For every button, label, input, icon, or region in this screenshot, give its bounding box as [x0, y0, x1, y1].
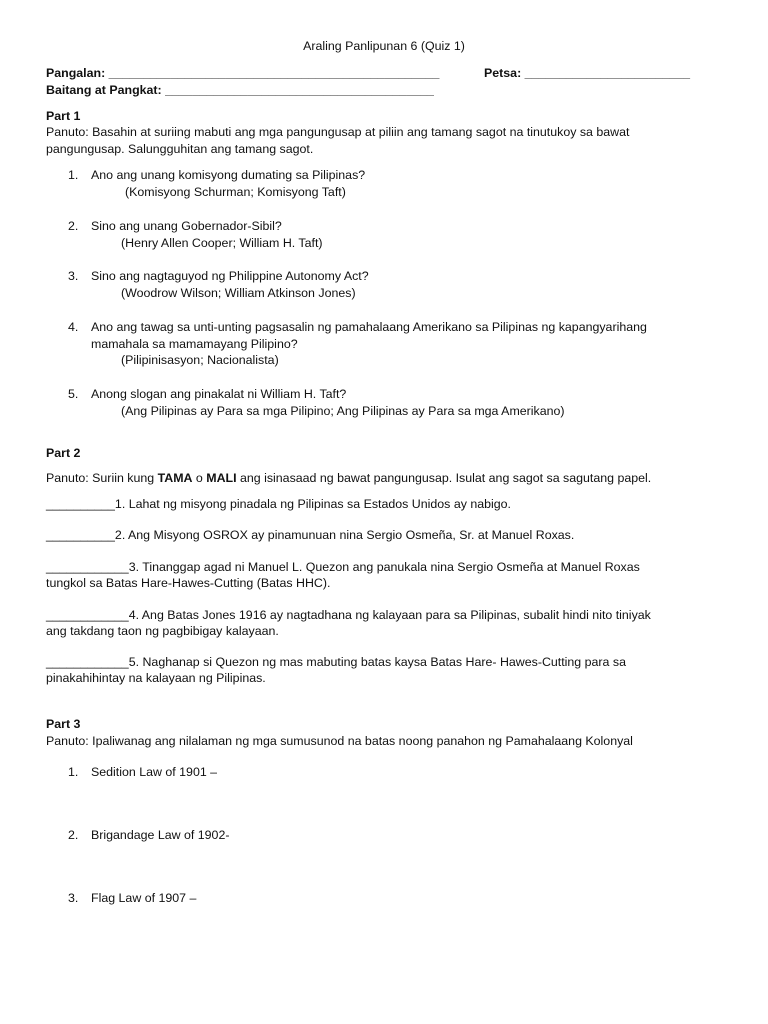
- question-text: Sino ang nagtaguyod ng Philippine Autonomy Act?: [91, 269, 369, 283]
- part2-item-3: [46, 559, 640, 576]
- date-field[interactable]: [484, 65, 690, 82]
- part1-instructions-line2: pangungusap. Salungguhitan ang tamang sagot.: [46, 142, 314, 156]
- answer-blank[interactable]: __________: [46, 528, 115, 542]
- item-text: 1. Lahat ng misyong pinadala ng Pilipinas sa Estados Unidos ay nabigo.: [114, 497, 511, 511]
- item-text: 5. Naghanap si Quezon ng mas mabuting batas kaysa Batas Hare- Hawes-Cutting para sa: [128, 655, 626, 669]
- item-number: 1.: [68, 765, 79, 779]
- quiz-title: Araling Panlipunan 6 (Quiz 1): [303, 39, 465, 53]
- item-text: Sedition Law of 1901 –: [91, 765, 218, 779]
- name-field[interactable]: [46, 65, 439, 82]
- question-text: Anong slogan ang pinakalat ni William H. Taft?: [91, 387, 347, 401]
- part2-instr-b: ang isinasaad ng bawat pangungusap. Isulat ang sagot sa sagutang papel.: [236, 471, 652, 485]
- part1-choices-5[interactable]: (Ang Pilipinas ay Para sa mga Pilipino; Ang Pilipinas ay Para sa mga Amerikano): [121, 404, 565, 418]
- part1-instructions-line1: Panuto: Basahin at suriing mabuti ang mga pangungusap at piliin ang tamang sagot na tinutukoy sa bawat: [46, 125, 630, 139]
- part1-question-4: [68, 319, 647, 336]
- question-text: Ano ang unang komisyong dumating sa Pilipinas?: [91, 168, 366, 182]
- part1-question-5: [68, 386, 346, 403]
- part2-instructions: [46, 470, 651, 487]
- part1-choices-1[interactable]: (Komisyong Schurman; Komisyong Taft): [125, 185, 346, 199]
- part1-question-3: [68, 268, 369, 285]
- question-number: 3.: [68, 269, 79, 283]
- part2-instr-o: o: [192, 471, 207, 485]
- question-text: Ano ang tawag sa unti-unting pagsasalin ng pamahalaang Amerikano sa Pilipinas ng kapangyarihang: [91, 320, 647, 334]
- section-blank: _______________________________________: [165, 83, 434, 97]
- part3-item-2: [68, 827, 229, 844]
- question-number: 4.: [68, 320, 79, 334]
- question-number: 2.: [68, 219, 79, 233]
- part1-choices-3[interactable]: (Woodrow Wilson; William Atkinson Jones): [121, 286, 356, 300]
- item-number: 2.: [68, 828, 79, 842]
- part3-instructions: Panuto: Ipaliwanag ang nilalaman ng mga sumusunod na batas noong panahon ng Pamahalaang Kolonyal: [46, 734, 633, 748]
- question-number: 1.: [68, 168, 79, 182]
- part1-heading: Part 1: [46, 109, 81, 123]
- part3-heading: Part 3: [46, 717, 81, 731]
- part1-question-4-line2: mamahala sa mamamayang Pilipino?: [91, 337, 298, 351]
- part2-instr-mali: MALI: [206, 471, 237, 485]
- answer-blank[interactable]: __________: [46, 497, 115, 511]
- part2-item-4-line2: ang takdang taon ng pagbibigay kalayaan.: [46, 624, 279, 638]
- item-text: Flag Law of 1907 –: [91, 891, 197, 905]
- part2-item-3-line2: tungkol sa Batas Hare-Hawes-Cutting (Batas HHC).: [46, 576, 331, 590]
- part1-question-2: [68, 218, 282, 235]
- date-blank: ________________________: [524, 66, 691, 80]
- answer-blank[interactable]: ____________: [46, 608, 129, 622]
- item-text: 4. Ang Batas Jones 1916 ay nagtadhana ng kalayaan para sa Pilipinas, subalit hindi nito tiniyak: [128, 608, 651, 622]
- part3-item-3: [68, 890, 196, 907]
- question-text: Sino ang unang Gobernador-Sibil?: [91, 219, 282, 233]
- part2-instr-a: Panuto: Suriin kung: [46, 471, 158, 485]
- part2-instr-tama: TAMA: [157, 471, 193, 485]
- question-number: 5.: [68, 387, 79, 401]
- item-number: 3.: [68, 891, 79, 905]
- part2-item-4: [46, 607, 651, 624]
- name-blank: ________________________________________________: [108, 66, 440, 80]
- part1-choices-4[interactable]: (Pilipinisasyon; Nacionalista): [121, 353, 279, 367]
- item-text: 2. Ang Misyong OSROX ay pinamunuan nina Sergio Osmeña, Sr. at Manuel Roxas.: [114, 528, 575, 542]
- part2-item-1: [46, 496, 511, 513]
- item-text: Brigandage Law of 1902-: [91, 828, 230, 842]
- name-label: Pangalan:: [46, 66, 106, 80]
- section-label: Baitang at Pangkat:: [46, 83, 162, 97]
- part1-question-1: [68, 167, 365, 184]
- item-text: 3. Tinanggap agad ni Manuel L. Quezon ang panukala nina Sergio Osmeña at Manuel Roxas: [128, 560, 640, 574]
- part3-item-1: [68, 764, 217, 781]
- date-label: Petsa:: [484, 66, 522, 80]
- part2-item-5: [46, 654, 626, 671]
- answer-blank[interactable]: ____________: [46, 655, 129, 669]
- part2-item-2: [46, 527, 574, 544]
- section-field[interactable]: [46, 82, 434, 99]
- part2-heading: Part 2: [46, 446, 81, 460]
- part2-item-5-line2: pinakahihintay na kalayaan ng Pilipinas.: [46, 671, 266, 685]
- part1-choices-2[interactable]: (Henry Allen Cooper; William H. Taft): [121, 236, 323, 250]
- answer-blank[interactable]: ____________: [46, 560, 129, 574]
